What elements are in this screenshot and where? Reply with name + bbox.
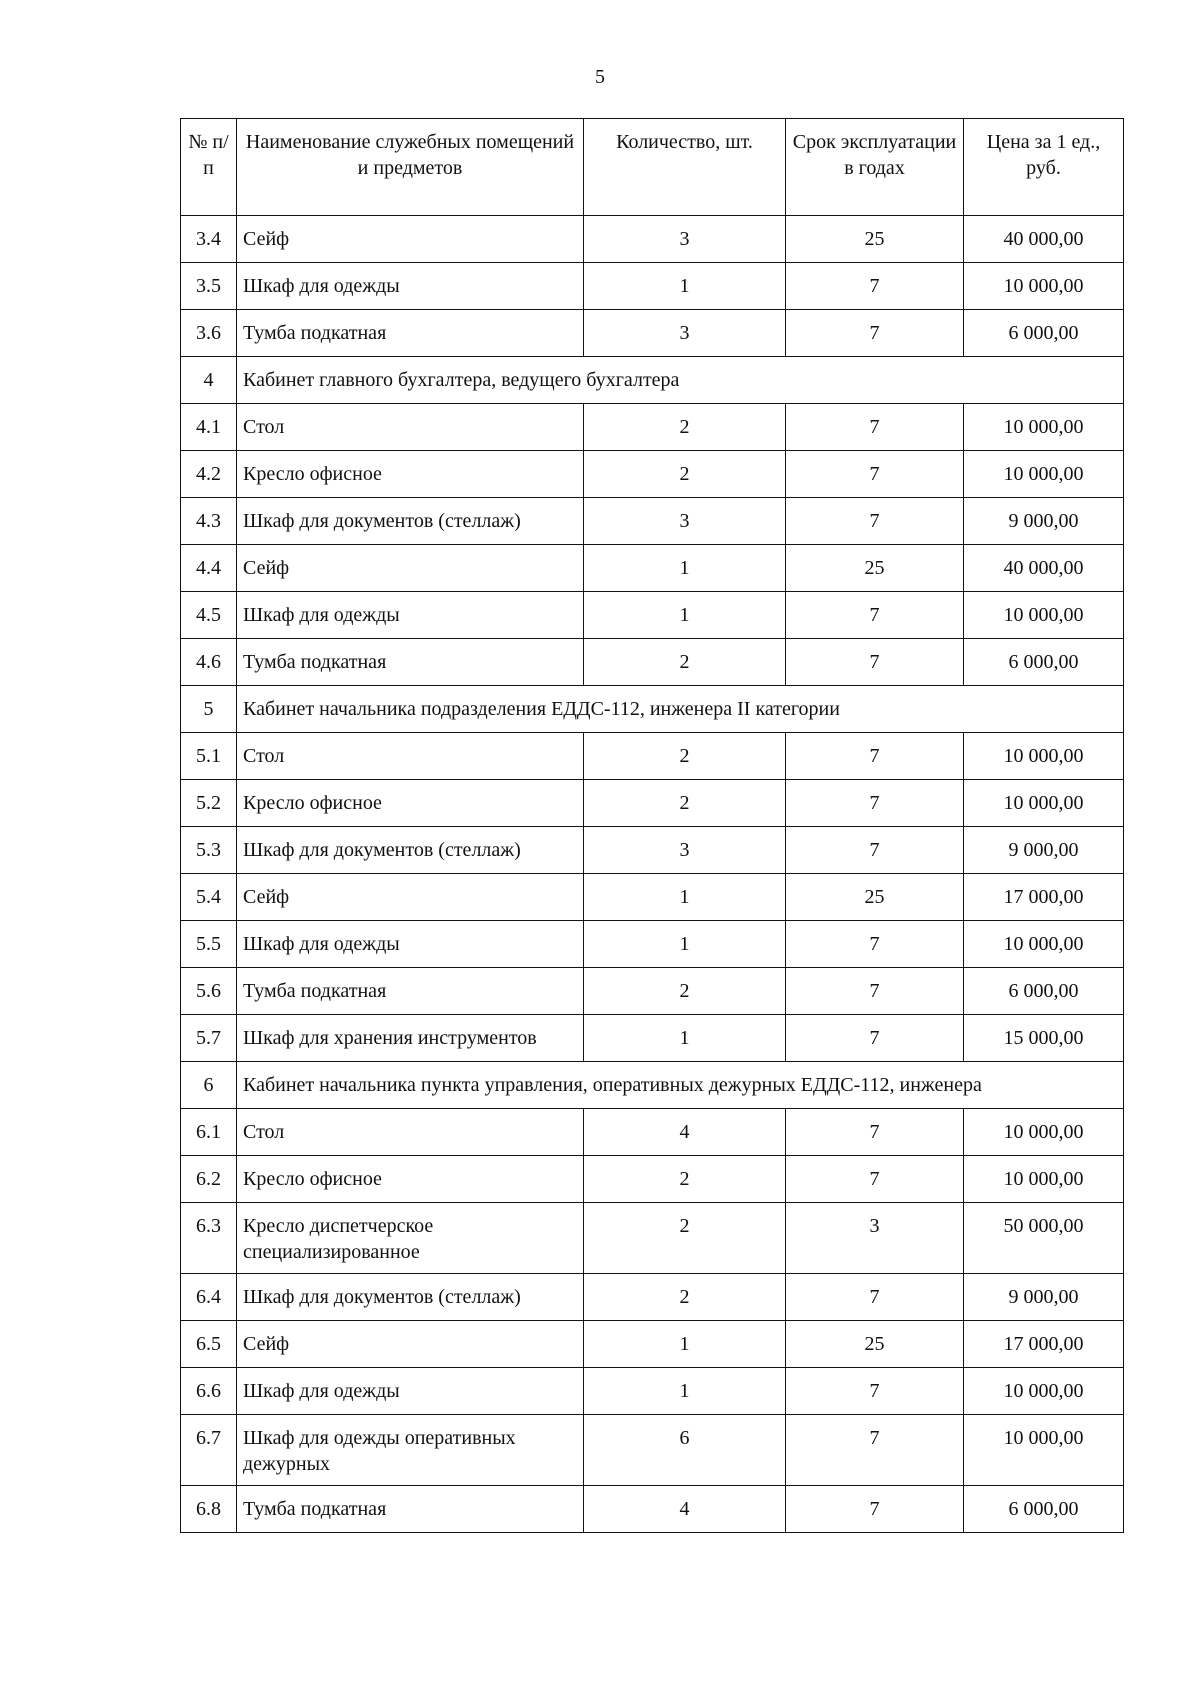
cell-quantity: 2 xyxy=(584,639,786,686)
table-row xyxy=(181,451,1124,498)
cell-item-name: Сейф xyxy=(237,874,584,921)
cell-service-life: 7 xyxy=(786,498,964,545)
cell-item-name: Шкаф для одежды xyxy=(237,263,584,310)
cell-unit-price: 9 000,00 xyxy=(964,827,1124,874)
cell-quantity: 1 xyxy=(584,592,786,639)
cell-quantity: 6 xyxy=(584,1415,786,1486)
section-row xyxy=(181,357,1124,404)
cell-unit-price: 6 000,00 xyxy=(964,968,1124,1015)
cell-unit-price: 10 000,00 xyxy=(964,1368,1124,1415)
table-row xyxy=(181,1274,1124,1321)
section-row xyxy=(181,1062,1124,1109)
cell-item-name: Сейф xyxy=(237,1321,584,1368)
cell-unit-price: 9 000,00 xyxy=(964,498,1124,545)
cell-quantity: 4 xyxy=(584,1486,786,1533)
page-number: 5 xyxy=(595,66,605,88)
cell-unit-price: 10 000,00 xyxy=(964,263,1124,310)
cell-number: 6.3 xyxy=(181,1203,237,1274)
cell-number: 4.2 xyxy=(181,451,237,498)
cell-number: 5.3 xyxy=(181,827,237,874)
cell-item-name: Шкаф для одежды xyxy=(237,921,584,968)
header-term: Срок эксплуатации в годах xyxy=(786,119,964,216)
cell-unit-price: 6 000,00 xyxy=(964,639,1124,686)
cell-service-life: 7 xyxy=(786,1368,964,1415)
cell-unit-price: 9 000,00 xyxy=(964,1274,1124,1321)
cell-unit-price: 10 000,00 xyxy=(964,921,1124,968)
table-header-row xyxy=(181,119,1124,216)
table-row xyxy=(181,1321,1124,1368)
cell-quantity: 1 xyxy=(584,1368,786,1415)
cell-quantity: 2 xyxy=(584,733,786,780)
table-row xyxy=(181,1109,1124,1156)
cell-service-life: 7 xyxy=(786,404,964,451)
cell-unit-price: 10 000,00 xyxy=(964,1109,1124,1156)
cell-number: 5.4 xyxy=(181,874,237,921)
cell-quantity: 1 xyxy=(584,1015,786,1062)
cell-unit-price: 10 000,00 xyxy=(964,592,1124,639)
cell-number: 6.8 xyxy=(181,1486,237,1533)
section-number: 6 xyxy=(181,1062,237,1109)
cell-quantity: 2 xyxy=(584,780,786,827)
section-title: Кабинет главного бухгалтера, ведущего бухгалтера xyxy=(237,357,1124,404)
section-title: Кабинет начальника подразделения ЕДДС-112, инженера II категории xyxy=(237,686,1124,733)
section-number: 4 xyxy=(181,357,237,404)
cell-unit-price: 6 000,00 xyxy=(964,310,1124,357)
table-row xyxy=(181,639,1124,686)
cell-unit-price: 10 000,00 xyxy=(964,1156,1124,1203)
cell-item-name: Шкаф для одежды оперативных дежурных xyxy=(237,1415,584,1486)
cell-number: 4.3 xyxy=(181,498,237,545)
cell-unit-price: 50 000,00 xyxy=(964,1203,1124,1274)
cell-number: 6.7 xyxy=(181,1415,237,1486)
cell-item-name: Кресло офисное xyxy=(237,451,584,498)
cell-quantity: 3 xyxy=(584,216,786,263)
cell-item-name: Шкаф для документов (стеллаж) xyxy=(237,1274,584,1321)
table-row xyxy=(181,592,1124,639)
cell-item-name: Сейф xyxy=(237,545,584,592)
cell-number: 5.1 xyxy=(181,733,237,780)
header-price: Цена за 1 ед., руб. xyxy=(964,119,1124,216)
cell-quantity: 3 xyxy=(584,310,786,357)
cell-service-life: 7 xyxy=(786,1486,964,1533)
cell-item-name: Шкаф для одежды xyxy=(237,592,584,639)
cell-number: 5.2 xyxy=(181,780,237,827)
table-row xyxy=(181,498,1124,545)
cell-service-life: 7 xyxy=(786,1274,964,1321)
table-body xyxy=(181,216,1124,1533)
cell-item-name: Шкаф для документов (стеллаж) xyxy=(237,827,584,874)
cell-quantity: 1 xyxy=(584,263,786,310)
cell-quantity: 1 xyxy=(584,921,786,968)
cell-service-life: 25 xyxy=(786,874,964,921)
section-title: Кабинет начальника пункта управления, оперативных дежурных ЕДДС-112, инженера xyxy=(237,1062,1124,1109)
table-row xyxy=(181,216,1124,263)
table-row xyxy=(181,1203,1124,1274)
table-row xyxy=(181,404,1124,451)
table-row xyxy=(181,1015,1124,1062)
cell-item-name: Шкаф для документов (стеллаж) xyxy=(237,498,584,545)
cell-service-life: 25 xyxy=(786,216,964,263)
cell-number: 4.6 xyxy=(181,639,237,686)
table-row xyxy=(181,310,1124,357)
table-row xyxy=(181,1368,1124,1415)
cell-unit-price: 10 000,00 xyxy=(964,733,1124,780)
cell-number: 6.5 xyxy=(181,1321,237,1368)
cell-quantity: 1 xyxy=(584,545,786,592)
cell-service-life: 7 xyxy=(786,451,964,498)
cell-quantity: 4 xyxy=(584,1109,786,1156)
cell-quantity: 2 xyxy=(584,1156,786,1203)
cell-quantity: 1 xyxy=(584,874,786,921)
cell-number: 4.1 xyxy=(181,404,237,451)
table-row xyxy=(181,263,1124,310)
table-row xyxy=(181,1415,1124,1486)
cell-item-name: Стол xyxy=(237,733,584,780)
cell-unit-price: 10 000,00 xyxy=(964,1415,1124,1486)
cell-number: 5.6 xyxy=(181,968,237,1015)
section-row xyxy=(181,686,1124,733)
cell-number: 3.4 xyxy=(181,216,237,263)
cell-quantity: 1 xyxy=(584,1321,786,1368)
cell-quantity: 2 xyxy=(584,1203,786,1274)
cell-item-name: Тумба подкатная xyxy=(237,639,584,686)
cell-service-life: 7 xyxy=(786,827,964,874)
furniture-table xyxy=(180,118,1124,1533)
cell-number: 5.5 xyxy=(181,921,237,968)
cell-item-name: Тумба подкатная xyxy=(237,310,584,357)
table-row xyxy=(181,733,1124,780)
cell-unit-price: 40 000,00 xyxy=(964,216,1124,263)
cell-quantity: 2 xyxy=(584,968,786,1015)
cell-service-life: 7 xyxy=(786,1156,964,1203)
table-row xyxy=(181,545,1124,592)
header-qty: Количество, шт. xyxy=(584,119,786,216)
table-row xyxy=(181,921,1124,968)
cell-quantity: 3 xyxy=(584,827,786,874)
cell-item-name: Стол xyxy=(237,1109,584,1156)
cell-service-life: 7 xyxy=(786,780,964,827)
cell-service-life: 7 xyxy=(786,263,964,310)
cell-service-life: 7 xyxy=(786,1415,964,1486)
cell-item-name: Кресло офисное xyxy=(237,1156,584,1203)
cell-service-life: 3 xyxy=(786,1203,964,1274)
cell-service-life: 7 xyxy=(786,310,964,357)
cell-unit-price: 40 000,00 xyxy=(964,545,1124,592)
cell-number: 6.2 xyxy=(181,1156,237,1203)
cell-item-name: Стол xyxy=(237,404,584,451)
cell-quantity: 2 xyxy=(584,1274,786,1321)
cell-item-name: Шкаф для хранения инструментов xyxy=(237,1015,584,1062)
cell-service-life: 25 xyxy=(786,1321,964,1368)
cell-quantity: 3 xyxy=(584,498,786,545)
cell-item-name: Сейф xyxy=(237,216,584,263)
cell-item-name: Кресло диспетчерское специализированное xyxy=(237,1203,584,1274)
table-row xyxy=(181,827,1124,874)
cell-number: 6.6 xyxy=(181,1368,237,1415)
cell-number: 4.4 xyxy=(181,545,237,592)
header-num: № п/п xyxy=(181,119,237,216)
cell-unit-price: 10 000,00 xyxy=(964,404,1124,451)
cell-quantity: 2 xyxy=(584,451,786,498)
cell-unit-price: 17 000,00 xyxy=(964,874,1124,921)
table-row xyxy=(181,780,1124,827)
cell-number: 3.5 xyxy=(181,263,237,310)
cell-number: 6.4 xyxy=(181,1274,237,1321)
cell-service-life: 7 xyxy=(786,733,964,780)
cell-item-name: Кресло офисное xyxy=(237,780,584,827)
cell-item-name: Тумба подкатная xyxy=(237,968,584,1015)
cell-unit-price: 15 000,00 xyxy=(964,1015,1124,1062)
cell-service-life: 7 xyxy=(786,1015,964,1062)
table-row xyxy=(181,1156,1124,1203)
table-row xyxy=(181,1486,1124,1533)
cell-unit-price: 10 000,00 xyxy=(964,780,1124,827)
table-row xyxy=(181,874,1124,921)
cell-service-life: 7 xyxy=(786,1109,964,1156)
cell-number: 5.7 xyxy=(181,1015,237,1062)
cell-service-life: 7 xyxy=(786,968,964,1015)
cell-number: 6.1 xyxy=(181,1109,237,1156)
cell-number: 3.6 xyxy=(181,310,237,357)
cell-service-life: 7 xyxy=(786,639,964,686)
header-name: Наименование служебных помещений и предметов xyxy=(237,119,584,216)
cell-unit-price: 17 000,00 xyxy=(964,1321,1124,1368)
cell-item-name: Тумба подкатная xyxy=(237,1486,584,1533)
cell-service-life: 7 xyxy=(786,921,964,968)
cell-service-life: 7 xyxy=(786,592,964,639)
cell-unit-price: 10 000,00 xyxy=(964,451,1124,498)
cell-item-name: Шкаф для одежды xyxy=(237,1368,584,1415)
table-row xyxy=(181,968,1124,1015)
cell-service-life: 25 xyxy=(786,545,964,592)
section-number: 5 xyxy=(181,686,237,733)
cell-unit-price: 6 000,00 xyxy=(964,1486,1124,1533)
cell-number: 4.5 xyxy=(181,592,237,639)
cell-quantity: 2 xyxy=(584,404,786,451)
